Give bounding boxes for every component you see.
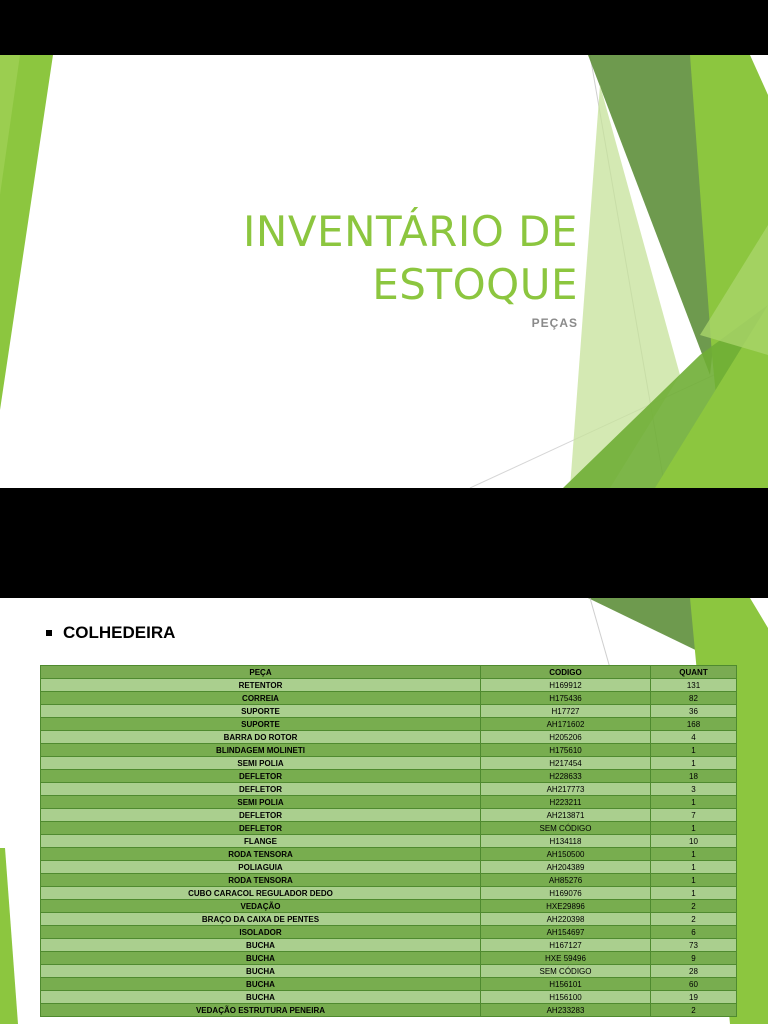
cell-codigo: AH150500 (481, 848, 651, 861)
cell-peca: POLIAGUIA (41, 861, 481, 874)
cell-peca: SEMI POLIA (41, 757, 481, 770)
cell-quant: 2 (651, 900, 737, 913)
cell-codigo: H223211 (481, 796, 651, 809)
cell-codigo: H175610 (481, 744, 651, 757)
cell-peca: CUBO CARACOL REGULADOR DEDO (41, 887, 481, 900)
cell-peca: DEFLETOR (41, 783, 481, 796)
table-row (41, 861, 737, 874)
table-row (41, 796, 737, 809)
inventory-slide (0, 598, 768, 1024)
cell-quant: 73 (651, 939, 737, 952)
cell-peca: BUCHA (41, 952, 481, 965)
cell-codigo: AH85276 (481, 874, 651, 887)
table-row (41, 991, 737, 1004)
table-row (41, 731, 737, 744)
table-row (41, 1004, 737, 1017)
table-row (41, 913, 737, 926)
cell-codigo: AH171602 (481, 718, 651, 731)
cell-codigo: H167127 (481, 939, 651, 952)
cell-peca: BUCHA (41, 965, 481, 978)
table-row (41, 783, 737, 796)
cell-peca: BUCHA (41, 991, 481, 1004)
table-row (41, 887, 737, 900)
cell-quant: 131 (651, 679, 737, 692)
cell-peca: SUPORTE (41, 705, 481, 718)
cell-codigo: H205206 (481, 731, 651, 744)
table-row (41, 770, 737, 783)
table-row (41, 965, 737, 978)
cell-codigo: AH220398 (481, 913, 651, 926)
column-header-codigo: CODIGO (481, 666, 651, 679)
cell-peca: ISOLADOR (41, 926, 481, 939)
cell-codigo: SEM CÓDIGO (481, 965, 651, 978)
table-row (41, 900, 737, 913)
inventory-table (40, 665, 737, 1017)
section-heading-text: COLHEDEIRA (63, 623, 176, 642)
title-line-1: INVENTÁRIO DE (243, 207, 578, 256)
cell-peca: CORREIA (41, 692, 481, 705)
cell-quant: 19 (651, 991, 737, 1004)
table-row (41, 744, 737, 757)
cell-codigo: AH213871 (481, 809, 651, 822)
table-row (41, 822, 737, 835)
table-row (41, 952, 737, 965)
cell-quant: 2 (651, 913, 737, 926)
cell-codigo: H228633 (481, 770, 651, 783)
cell-quant: 1 (651, 848, 737, 861)
table-row (41, 809, 737, 822)
cell-quant: 1 (651, 822, 737, 835)
cell-codigo: H217454 (481, 757, 651, 770)
cell-peca: VEDAÇÃO (41, 900, 481, 913)
cell-quant: 10 (651, 835, 737, 848)
cell-codigo: AH233283 (481, 1004, 651, 1017)
cell-peca: RODA TENSORA (41, 874, 481, 887)
cell-peca: RETENTOR (41, 679, 481, 692)
table-row (41, 926, 737, 939)
cell-peca: VEDAÇÃO ESTRUTURA PENEIRA (41, 1004, 481, 1017)
slide-title (243, 205, 578, 311)
cell-codigo: H17727 (481, 705, 651, 718)
cell-quant: 60 (651, 978, 737, 991)
cell-codigo: AH204389 (481, 861, 651, 874)
cell-peca: BUCHA (41, 978, 481, 991)
table-row (41, 679, 737, 692)
table-row (41, 939, 737, 952)
cell-quant: 2 (651, 1004, 737, 1017)
cell-peca: SUPORTE (41, 718, 481, 731)
table-row (41, 692, 737, 705)
table-body (41, 679, 737, 1017)
column-header-peca: PEÇA (41, 666, 481, 679)
column-header-quant: QUANT (651, 666, 737, 679)
cell-quant: 1 (651, 757, 737, 770)
cell-peca: DEFLETOR (41, 822, 481, 835)
cell-codigo: H169912 (481, 679, 651, 692)
cell-peca: DEFLETOR (41, 770, 481, 783)
slide-subtitle: PEÇAS (531, 316, 578, 330)
cell-peca: BRAÇO DA CAIXA DE PENTES (41, 913, 481, 926)
cell-codigo: AH217773 (481, 783, 651, 796)
table-row (41, 978, 737, 991)
table-row (41, 874, 737, 887)
cell-quant: 1 (651, 887, 737, 900)
cell-quant: 1 (651, 861, 737, 874)
cell-codigo: AH154697 (481, 926, 651, 939)
cell-codigo: H134118 (481, 835, 651, 848)
table-header-row (41, 666, 737, 679)
cell-quant: 18 (651, 770, 737, 783)
title-line-2: ESTOQUE (372, 260, 578, 309)
table-row (41, 757, 737, 770)
cell-quant: 3 (651, 783, 737, 796)
cell-peca: SEMI POLIA (41, 796, 481, 809)
cell-quant: 1 (651, 796, 737, 809)
table-row (41, 718, 737, 731)
cell-peca: BARRA DO ROTOR (41, 731, 481, 744)
table-row (41, 705, 737, 718)
cell-peca: RODA TENSORA (41, 848, 481, 861)
cell-quant: 82 (651, 692, 737, 705)
cell-peca: BLINDAGEM MOLINETI (41, 744, 481, 757)
cell-codigo: SEM CÓDIGO (481, 822, 651, 835)
cell-quant: 6 (651, 926, 737, 939)
bullet-icon (46, 630, 52, 636)
cell-codigo: H156101 (481, 978, 651, 991)
cell-peca: FLANGE (41, 835, 481, 848)
table-row (41, 835, 737, 848)
table-row (41, 848, 737, 861)
cell-peca: DEFLETOR (41, 809, 481, 822)
cell-quant: 4 (651, 731, 737, 744)
cell-codigo: H175436 (481, 692, 651, 705)
cell-quant: 9 (651, 952, 737, 965)
title-slide (0, 55, 768, 488)
section-heading (46, 623, 175, 643)
cell-quant: 7 (651, 809, 737, 822)
cell-quant: 36 (651, 705, 737, 718)
cell-peca: BUCHA (41, 939, 481, 952)
cell-quant: 28 (651, 965, 737, 978)
cell-codigo: HXE 59496 (481, 952, 651, 965)
cell-codigo: H169076 (481, 887, 651, 900)
cell-codigo: H156100 (481, 991, 651, 1004)
cell-quant: 1 (651, 744, 737, 757)
cell-quant: 1 (651, 874, 737, 887)
cell-codigo: HXE29896 (481, 900, 651, 913)
cell-quant: 168 (651, 718, 737, 731)
